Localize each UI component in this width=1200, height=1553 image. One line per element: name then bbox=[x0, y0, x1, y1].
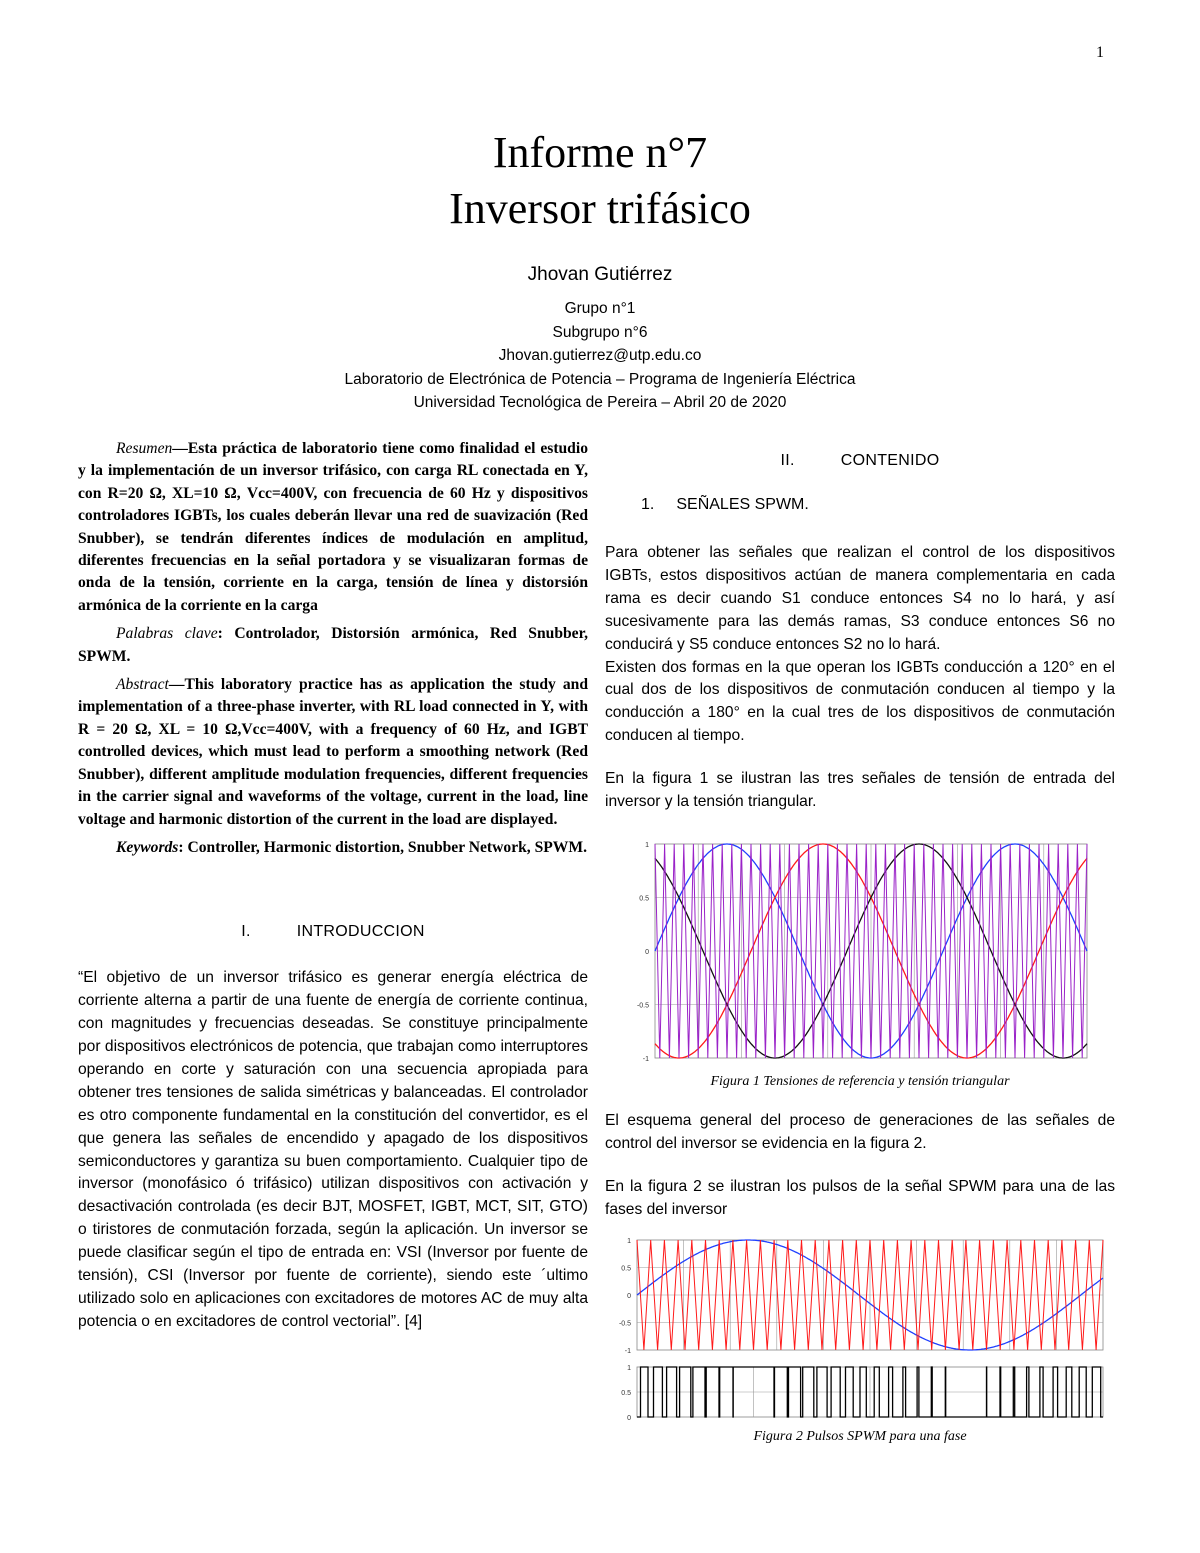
abstract-label: Abstract bbox=[116, 676, 169, 694]
title-line-1: Informe n°7 bbox=[492, 128, 708, 177]
y-tick-label: 0.5 bbox=[621, 1265, 631, 1273]
university: Universidad Tecnológica de Pereira – Abril 20 de 2020 bbox=[413, 394, 787, 411]
author-name: Jhovan Gutiérrez bbox=[527, 264, 673, 285]
y-tick-label: 1 bbox=[645, 841, 649, 849]
y-tick-label: 1 bbox=[627, 1237, 631, 1245]
keywords-paragraph bbox=[78, 837, 588, 859]
y-tick-label: -1 bbox=[624, 1347, 631, 1355]
paragraph-1: Para obtener las señales que realizan el control de los dispositivos IGBTs, estos dispositivos actúan de manera complementaria en cada rama es decir cuando S1 conduce entonces S4 no lo hará, y así sucesivamente para las demás ramas, S3 conduce entonces S6 no conducirá y S5 conduce entonces S2 no lo hará. bbox=[605, 544, 1115, 653]
y-tick-label: -1 bbox=[642, 1055, 649, 1063]
section-title: INTRODUCCION bbox=[296, 923, 425, 941]
figure-2-caption: Figura 2 Pulsos SPWM para una fase bbox=[753, 1428, 967, 1444]
resumen-paragraph bbox=[78, 438, 588, 617]
palabras-paragraph bbox=[78, 623, 588, 668]
y-tick-label: -0.5 bbox=[636, 1002, 649, 1010]
subsection-heading bbox=[641, 496, 1115, 514]
subgroup: Subgrupo n°6 bbox=[552, 323, 648, 341]
keywords-label: Keywords bbox=[116, 838, 179, 856]
affiliation-block bbox=[0, 297, 1200, 415]
section-heading-intro bbox=[78, 923, 588, 941]
abstract-text: —This laboratory practice has as application the study and implementation of a three-phase inverter, with RL load connected in Y, with R = 20 Ω, XL = 10 Ω,Vcc=400V, with a frequency of 60 Hz, and IGBT controlled devices, which must lead to perform a smoothing network (Red Snubber), different amplitude modulation frequencies, different frequencies in the carrier signal and waveforms of the voltage, current in the load, line voltage and harmonic distortion of the current in the load are displayed. bbox=[78, 676, 588, 828]
abstract-paragraph bbox=[78, 674, 588, 831]
paragraph-5: En la figura 2 se ilustran los pulsos de la señal SPWM para una de las fases del inversor bbox=[605, 1177, 1115, 1218]
resumen-label: Resumen bbox=[116, 440, 173, 457]
section-heading-contenido bbox=[605, 452, 1115, 470]
email: Jhovan.gutierrez@utp.edu.co bbox=[498, 347, 702, 364]
paragraph-3: En la figura 1 se ilustran las tres señales de tensión de entrada del inversor y la tensión triangular. bbox=[605, 770, 1115, 811]
palabras-label: Palabras clave bbox=[116, 625, 218, 643]
page-number: 1 bbox=[1096, 44, 1104, 61]
subsection-number: 1. bbox=[641, 496, 655, 513]
y-tick-label: 0 bbox=[627, 1414, 631, 1422]
figure-2-top-chart bbox=[605, 1234, 1105, 1359]
y-tick-label: 0.5 bbox=[639, 895, 649, 903]
subsection-title: SEÑALES SPWM. bbox=[676, 496, 809, 513]
left-column bbox=[78, 438, 588, 1334]
y-tick-label: 1 bbox=[627, 1364, 631, 1372]
y-tick-label: -0.5 bbox=[618, 1320, 631, 1328]
paragraph-2: Existen dos formas en la que operan los IGBTs conducción a 120° en el cual dos de los dispositivos de conmutación conducen al tiempo y la conducción a 180° en la cual tres de los dispositivos de conmutación conducen al tiempo. bbox=[605, 658, 1115, 745]
figure-2-pulse-chart bbox=[605, 1363, 1105, 1425]
right-column bbox=[605, 452, 1115, 1445]
y-tick-label: 0 bbox=[645, 948, 649, 956]
figure-1-caption: Figura 1 Tensiones de referencia y tensión triangular bbox=[710, 1073, 1010, 1089]
lab-name: Laboratorio de Electrónica de Potencia – Programa de Ingeniería Eléctrica bbox=[344, 370, 856, 388]
group: Grupo n°1 bbox=[564, 300, 636, 317]
section-number: I. bbox=[241, 923, 251, 941]
title-line-2: Inversor trifásico bbox=[449, 184, 751, 233]
abstract-block bbox=[78, 438, 588, 859]
intro-paragraph: “El objetivo de un inversor trifásico es generar energía eléctrica de corriente alterna a partir de una fuente de energía de corriente continua, con magnitudes y frecuencias deseadas. Se constituye principalmente por dispositivos electrónicos de potencia, que trabajan como interruptores operando en corte y saturación con una secuencia apropiada para obtener tres tensiones de salida simétricas y balanceadas. El controlador es otro componente fundamental en la constitución del convertidor, es el que genera las señales de encendido y apagado de los dispositivos semiconductores y garantiza su buen comportamiento. Cualquier tipo de inversor (monofásico ó trifásico) utilizan dispositivos con activación y desactivación controlada (es decir BJT, MOSFET, IGBT, MCT, SIT, GTO) o tiristores de conmutación forzada, según la aplicación. Un inversor se puede clasificar según el tipo de entrada en: VSI (Inversor por fuente de tensión), CSI (Inversor por fuente de corriente), siendo este ´ultimo utilizado solo en aplicaciones con excitadores de motores AC de muy alta potencia o en excitadores de control vectorial”. [4] bbox=[78, 969, 588, 1330]
section-title: CONTENIDO bbox=[840, 452, 940, 469]
y-tick-label: 0 bbox=[627, 1292, 631, 1300]
paper-title bbox=[0, 125, 1200, 237]
section-number: II. bbox=[780, 452, 795, 469]
palabras-text: : Controlador, Distorsión armónica, Red Snubber, SPWM. bbox=[78, 625, 588, 665]
keywords-text: : Controller, Harmonic distortion, Snubber Network, SPWM. bbox=[178, 838, 587, 856]
figure-1-chart bbox=[605, 840, 1105, 1072]
y-tick-label: 0.5 bbox=[621, 1389, 631, 1397]
paragraph-4: El esquema general del proceso de generaciones de las señales de control del inversor se evidencia en la figura 2. bbox=[605, 1111, 1115, 1152]
resumen-text: —Esta práctica de laboratorio tiene como finalidad el estudio y la implementación de un inversor trifásico, con carga RL conectada en Y, con R=20 Ω, XL=10 Ω, Vcc=400V, con frecuencia de 60 Hz y dispositivos controladores IGBTs, los cuales deberán llevar una red de suavización (Red Snubber), se tendrán diferentes índices de modulación en amplitud, diferentes frecuencias en la señal portadora y se visualizaran formas de onda de la tensión, corriente en la carga, tensión de línea y distorsión armónica de la corriente en la carga bbox=[78, 440, 588, 614]
